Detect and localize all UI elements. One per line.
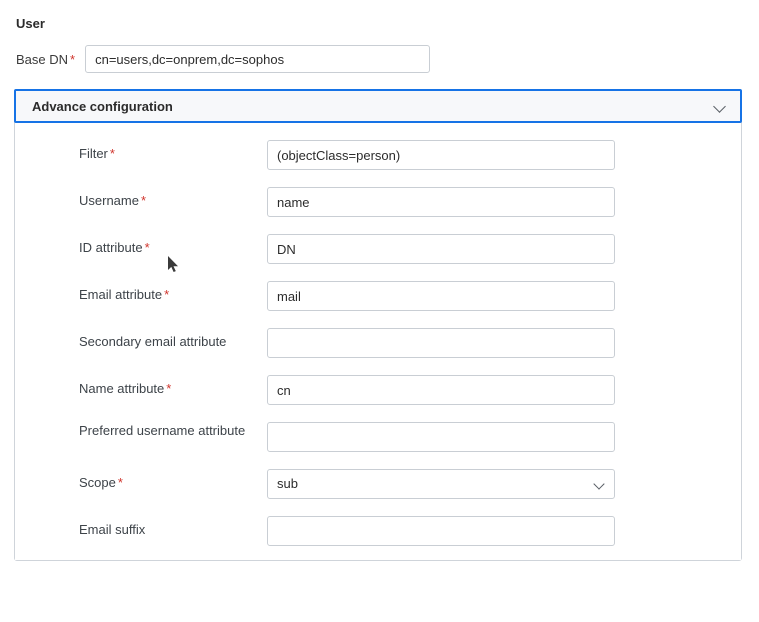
id-attribute-input[interactable] (267, 234, 615, 264)
page-title: User (16, 16, 45, 31)
username-label (79, 187, 267, 209)
email-attribute-label (79, 281, 267, 303)
username-required-mark: * (140, 193, 147, 208)
secondary-email-attribute-input[interactable] (267, 328, 615, 358)
form-row-preferred-username-attribute (15, 422, 741, 452)
base-dn-row (16, 45, 745, 73)
form-row-scope (15, 469, 741, 499)
preferred-username-attribute-field (267, 422, 615, 452)
filter-label (79, 140, 267, 162)
advance-configuration-title: Advance configuration (32, 98, 173, 114)
name-attribute-label (79, 375, 267, 397)
preferred-username-attribute-input[interactable] (267, 422, 615, 452)
filter-required-mark: * (109, 146, 115, 161)
name-attribute-field (267, 375, 615, 405)
filter-label-text: Filter (79, 146, 108, 161)
form-row-username (15, 187, 741, 217)
username-input[interactable] (267, 187, 615, 217)
scope-required-mark: * (117, 475, 123, 490)
id-attribute-required-mark: * (144, 240, 150, 255)
chevron-down-icon[interactable] (714, 99, 728, 113)
id-attribute-label-text: ID attribute (79, 240, 143, 255)
advance-configuration-header[interactable] (14, 89, 742, 123)
preferred-username-attribute-label (79, 422, 267, 439)
bottom-spacer (0, 616, 759, 622)
email-suffix-label-text: Email suffix (79, 522, 146, 537)
form-row-secondary-email-attribute (15, 328, 741, 358)
form-row-email-attribute (15, 281, 741, 311)
scope-select[interactable]: sub (267, 469, 615, 499)
name-attribute-required-mark: * (166, 381, 172, 396)
id-attribute-field (267, 234, 615, 264)
email-suffix-label (79, 516, 267, 538)
filter-input[interactable] (267, 140, 615, 170)
secondary-email-attribute-label (79, 328, 267, 350)
email-suffix-field (267, 516, 615, 546)
form-row-email-suffix (15, 516, 741, 546)
scope-field (267, 469, 615, 499)
email-suffix-input[interactable] (267, 516, 615, 546)
username-field (267, 187, 615, 217)
form-row-id-attribute (15, 234, 741, 264)
username-label-text: Username (79, 193, 139, 208)
email-attribute-required-mark: * (164, 287, 170, 302)
id-attribute-label (79, 234, 267, 256)
advance-configuration-body (15, 122, 741, 560)
form-row-name-attribute (15, 375, 741, 405)
scope-label-text: Scope (79, 475, 116, 490)
base-dn-label (16, 52, 75, 67)
name-attribute-label-text: Name attribute (79, 381, 165, 396)
secondary-email-attribute-label-text: Secondary email attribute (79, 334, 227, 349)
name-attribute-input[interactable] (267, 375, 615, 405)
scope-label (79, 469, 267, 491)
scope-select-wrapper (267, 469, 615, 499)
email-attribute-input[interactable] (267, 281, 615, 311)
email-attribute-field (267, 281, 615, 311)
email-attribute-label-text: Email attribute (79, 287, 163, 302)
base-dn-required-mark: * (70, 51, 76, 67)
advance-configuration-accordion (14, 89, 742, 561)
base-dn-label-text: Base DN (16, 51, 69, 67)
form-row-filter (15, 140, 741, 170)
preferred-username-attribute-label-text: Preferred username attribute (79, 423, 246, 438)
base-dn-input[interactable] (85, 45, 430, 73)
filter-field (267, 140, 615, 170)
secondary-email-attribute-field (267, 328, 615, 358)
